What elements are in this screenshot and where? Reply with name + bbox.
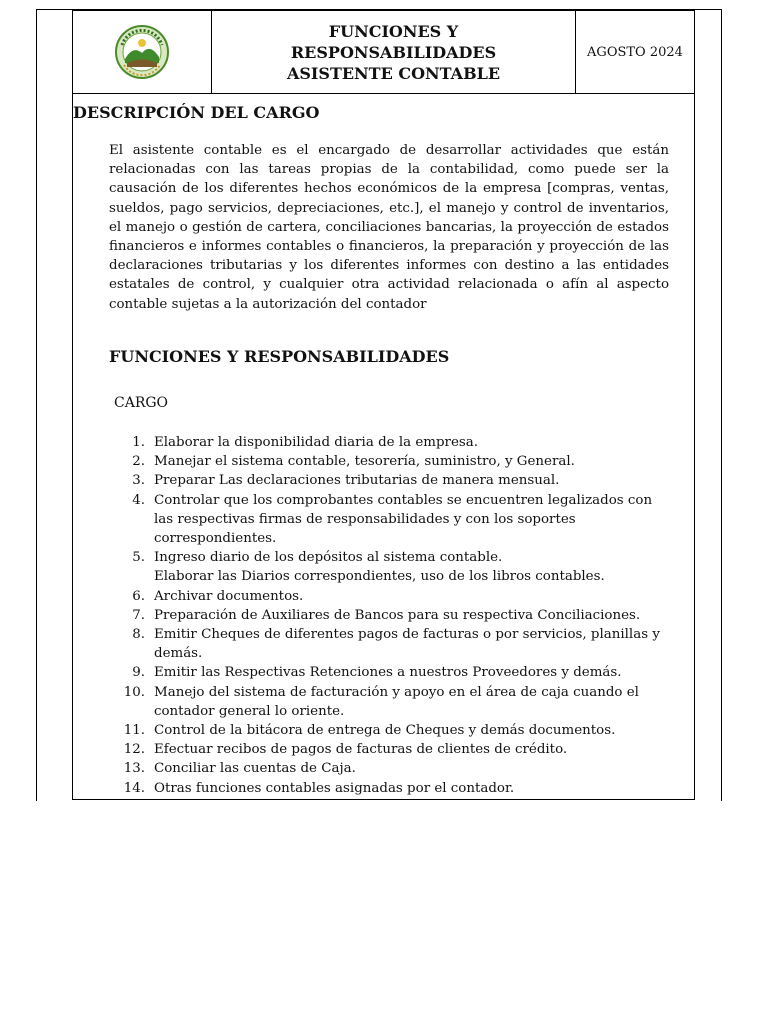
list-item: 4. Controlar que los comprobantes contables se encuentren legalizados con las respectivas firmas de responsabilidades y con los soportes correspondientes. [132,492,653,547]
list-item: 11. Control de la bitácora de entrega de Cheques y demás documentos. [123,723,616,739]
list-item: 1. Elaborar la disponibilidad diaria de la empresa. [132,435,478,450]
list-item: 13. Conciliar las cuentas de Caja. [123,761,356,777]
round-emblem-logo-icon [113,23,171,81]
duties-list [109,433,674,798]
list-item: 8. Emitir Cheques de diferentes pagos de facturas o por servicios, planillas y demás. [132,627,660,662]
document-box [72,10,695,800]
title-line-2: RESPONSABILIDADES [290,42,497,62]
list-item: 12. Efectuar recibos de pagos de facturas de clientes de crédito. [123,742,568,758]
title-line-1: FUNCIONES Y [328,21,459,41]
list-item: 9. Emitir las Respectivas Retenciones a nuestros Proveedores y demás. [132,665,622,681]
title-line-3: ASISTENTE CONTABLE [286,63,501,83]
functions-heading: FUNCIONES Y RESPONSABILIDADES [109,347,450,366]
list-item: 3. Preparar Las declaraciones tributarias de manera mensual. [132,473,560,489]
document-title [212,11,576,93]
list-item: 14. Otras funciones contables asignadas por el contador. [123,780,515,796]
list-item: 10. Manejo del sistema de facturación y apoyo en el área de caja cuando el contador general lo oriente. [123,684,639,719]
document-header [73,11,694,94]
list-item: 5. Ingreso diario de los depósitos al sistema contable. Elaborar las Diarios correspondientes, uso de los libros contables. [109,548,674,586]
list-item-subline: Elaborar las Diarios correspondientes, uso de los libros contables. [154,569,605,585]
cargo-label: CARGO [114,395,169,411]
list-item: 2. Manejar el sistema contable, tesorería, suministro, y General. [132,454,575,470]
list-item: 7. Preparación de Auxiliares de Bancos para su respectiva Conciliaciones. [132,607,641,623]
logo-cell [73,11,212,93]
document-date: AGOSTO 2024 [587,44,683,60]
list-item: 6. Archivar documentos. [132,588,304,604]
description-heading: DESCRIPCIÓN DEL CARGO [73,103,320,122]
description-text: El asistente contable es el encargado de desarrollar actividades que están relacionadas con las tareas propias de la contabilidad, como puede ser la causación de los diferentes hechos económicos de la empresa [compras, ventas, sueldos, pago servicios, depreciaciones, etc.], el manejo y control de inventarios, el manejo o gestión de cartera, conciliaciones bancarias, la proyección de estados financieros e informes contables o financieros, la preparación y proyección de las declaraciones tributarias y los diferentes informes con destino a las entidades estatales de control, y cualquier otra actividad relacionada o afín al aspecto contable sujetas a la autorización del contador [109,143,669,312]
